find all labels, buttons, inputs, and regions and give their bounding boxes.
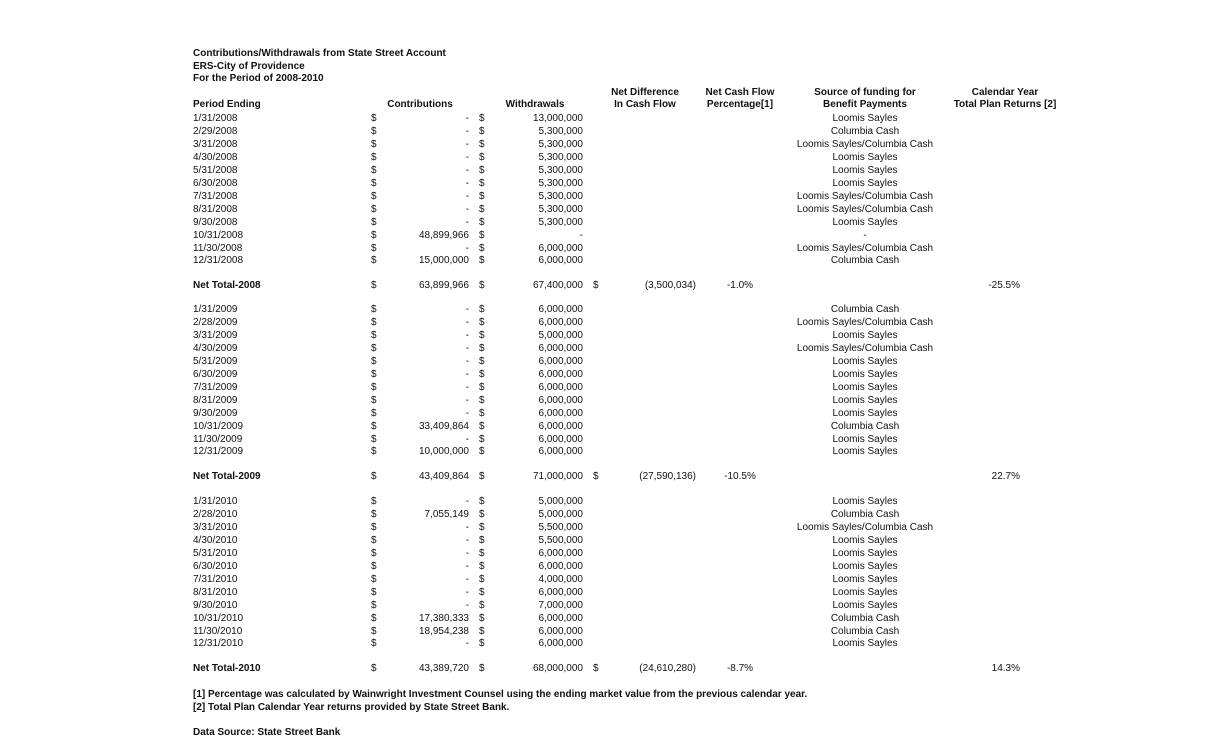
currency-symbol: $ [479,355,485,367]
header-pct-2: Percentage[1] [706,99,774,110]
funding-source: Loomis Sayles [832,573,898,585]
table-row [0,561,1215,574]
funding-source: Columbia Cash [830,304,900,315]
funding-source: - [863,229,867,241]
net-difference: (3,500,034) [644,280,696,291]
contribution-value: - [465,316,469,328]
total-withdrawals: 67,400,000 [532,280,583,291]
period-date: 7/31/2009 [193,381,238,393]
currency-symbol: $ [479,638,485,650]
contribution-value: - [465,521,469,533]
withdrawal-value: 6,000,000 [538,368,583,380]
period-date: 9/30/2008 [193,216,238,228]
table-row [0,587,1215,600]
contribution-value: - [465,342,469,354]
currency-symbol: $ [371,625,377,637]
withdrawal-value: 13,000,000 [532,113,583,124]
table-row [0,304,1215,317]
withdrawal-value: 6,000,000 [538,342,583,354]
table-row [0,191,1215,204]
currency-symbol: $ [479,508,485,520]
currency-symbol: $ [479,229,485,241]
currency-symbol: $ [371,446,377,458]
currency-symbol: $ [371,177,377,189]
table-row [0,165,1215,178]
withdrawal-value: 5,300,000 [538,177,583,189]
currency-symbol: $ [371,471,377,482]
total-contributions: 43,389,720 [418,663,469,674]
footnote-2: [2] Total Plan Calendar Year returns provided by State Street Bank. [193,702,510,713]
period-date: 10/31/2009 [193,420,244,432]
net-total-row [0,280,1215,293]
period-date: 9/30/2009 [193,407,238,419]
currency-symbol: $ [479,190,485,202]
contribution-value: 7,055,149 [424,508,469,520]
period-date: 3/31/2008 [193,138,238,150]
period-date: 1/31/2010 [193,496,238,507]
net-total-row [0,663,1215,676]
contribution-value: - [465,190,469,202]
funding-source: Loomis Sayles/Columbia Cash [796,342,934,354]
period-date: 12/31/2009 [193,446,244,458]
currency-symbol: $ [371,599,377,611]
funding-source: Loomis Sayles [832,164,898,176]
contribution-value: - [465,496,469,507]
withdrawal-value: 6,000,000 [538,586,583,598]
currency-symbol: $ [371,381,377,393]
total-plan-return: -25.5% [988,280,1020,291]
funding-source: Loomis Sayles [832,586,898,598]
currency-symbol: $ [479,433,485,445]
funding-source: Columbia Cash [830,125,900,137]
currency-symbol: $ [593,471,599,482]
currency-symbol: $ [479,573,485,585]
data-source: Data Source: State Street Bank [193,727,341,738]
net-cash-flow-percentage: -10.5% [724,471,756,482]
withdrawal-value: 7,000,000 [538,599,583,611]
total-plan-return: 14.3% [991,663,1020,674]
contribution-value: - [465,638,469,650]
currency-symbol: $ [479,560,485,572]
withdrawal-value: 6,000,000 [538,381,583,393]
funding-source: Loomis Sayles [832,599,898,611]
funding-source: Loomis Sayles/Columbia Cash [796,138,934,150]
period-date: 5/31/2008 [193,164,238,176]
currency-symbol: $ [371,433,377,445]
withdrawal-value: 6,000,000 [538,638,583,650]
currency-symbol: $ [371,216,377,228]
table-row [0,496,1215,509]
table-row [0,421,1215,434]
currency-symbol: $ [479,521,485,533]
net-cash-flow-percentage: -8.7% [726,663,754,674]
contribution-value: - [465,242,469,254]
contribution-value: - [465,329,469,341]
currency-symbol: $ [371,407,377,419]
currency-symbol: $ [371,368,377,380]
withdrawal-value: 5,000,000 [538,508,583,520]
net-total-label: Net Total-2008 [193,280,261,291]
funding-source: Loomis Sayles [832,446,898,458]
period-date: 11/30/2010 [193,625,243,637]
funding-source: Columbia Cash [830,612,900,624]
withdrawal-value: 4,000,000 [538,573,583,585]
withdrawal-value: 5,300,000 [538,203,583,215]
table-row [0,395,1215,408]
currency-symbol: $ [479,151,485,163]
period-date: 11/30/2008 [193,242,243,254]
funding-source: Columbia Cash [830,255,900,267]
table-row [0,255,1215,268]
currency-symbol: $ [479,625,485,637]
withdrawal-value: 6,000,000 [538,560,583,572]
currency-symbol: $ [371,394,377,406]
currency-symbol: $ [479,316,485,328]
withdrawal-value: 5,300,000 [538,138,583,150]
funding-source: Columbia Cash [830,508,900,520]
table-row [0,446,1215,459]
withdrawal-value: 6,000,000 [538,407,583,419]
withdrawal-value: 6,000,000 [538,394,583,406]
funding-source: Loomis Sayles [832,534,898,546]
contribution-value: - [465,151,469,163]
withdrawal-value: 6,000,000 [538,420,583,432]
currency-symbol: $ [371,164,377,176]
currency-symbol: $ [593,280,599,291]
table-row [0,535,1215,548]
currency-symbol: $ [479,255,485,267]
header-contributions: Contributions [387,99,453,110]
period-date: 6/30/2010 [193,560,238,572]
currency-symbol: $ [371,534,377,546]
table-row [0,613,1215,626]
period-date: 12/31/2008 [193,255,244,267]
currency-symbol: $ [371,125,377,137]
contribution-value: 48,899,966 [418,229,469,241]
period-date: 3/31/2010 [193,521,238,533]
withdrawal-value: 5,300,000 [538,125,583,137]
funding-source: Loomis Sayles [832,329,898,341]
currency-symbol: $ [371,203,377,215]
period-date: 4/30/2008 [193,151,238,163]
contribution-value: - [465,573,469,585]
table-row [0,522,1215,535]
funding-source: Loomis Sayles/Columbia Cash [796,203,934,215]
net-difference: (27,590,136) [639,471,696,482]
period-date: 6/30/2009 [193,368,238,380]
currency-symbol: $ [371,496,377,507]
currency-symbol: $ [479,612,485,624]
net-total-label: Net Total-2009 [193,471,261,482]
funding-source: Loomis Sayles [832,368,898,380]
table-row [0,434,1215,447]
table-row [0,343,1215,356]
funding-source: Loomis Sayles [832,394,898,406]
contribution-value: - [465,599,469,611]
contribution-value: 15,000,000 [418,255,469,267]
net-cash-flow-percentage: -1.0% [726,280,754,291]
withdrawal-value: 6,000,000 [538,304,583,315]
withdrawal-value: 5,300,000 [538,190,583,202]
currency-symbol: $ [371,151,377,163]
table-row [0,369,1215,382]
withdrawal-value: - [579,229,583,241]
table-row [0,139,1215,152]
period-date: 6/30/2008 [193,177,238,189]
currency-symbol: $ [593,663,599,674]
currency-symbol: $ [479,138,485,150]
total-plan-return: 22.7% [991,471,1020,482]
header-net-diff-2: In Cash Flow [614,99,676,110]
table-row [0,243,1215,256]
period-date: 10/31/2010 [193,612,244,624]
period-date: 12/31/2010 [193,638,244,650]
footnote-1: [1] Percentage was calculated by Wainwright Investment Counsel using the ending market value from the previous calendar year. [193,689,808,700]
withdrawal-value: 6,000,000 [538,612,583,624]
table-row [0,126,1215,139]
contribution-value: 10,000,000 [418,446,469,458]
contribution-value: - [465,381,469,393]
withdrawal-value: 5,500,000 [538,521,583,533]
currency-symbol: $ [479,342,485,354]
currency-symbol: $ [479,381,485,393]
contribution-value: - [465,394,469,406]
table-row [0,113,1215,126]
funding-source: Columbia Cash [830,625,900,637]
period-date: 8/31/2010 [193,586,238,598]
withdrawal-value: 6,000,000 [538,433,583,445]
currency-symbol: $ [371,329,377,341]
table-row [0,638,1215,651]
contribution-value: 18,954,238 [418,625,469,637]
period-date: 5/31/2010 [193,547,238,559]
net-total-label: Net Total-2010 [193,663,261,674]
withdrawal-value: 6,000,000 [538,446,583,458]
currency-symbol: $ [479,496,485,507]
funding-source: Loomis Sayles [832,638,898,650]
header-net-diff-1: Net Difference [611,87,679,98]
currency-symbol: $ [479,177,485,189]
period-date: 3/31/2009 [193,329,238,341]
contribution-value: - [465,177,469,189]
currency-symbol: $ [371,242,377,254]
currency-symbol: $ [479,113,485,124]
currency-symbol: $ [479,329,485,341]
table-row [0,230,1215,243]
funding-source: Loomis Sayles [832,496,898,507]
period-date: 9/30/2010 [193,599,238,611]
total-withdrawals: 68,000,000 [532,663,583,674]
period-date: 7/31/2008 [193,190,238,202]
header-returns-1: Calendar Year [971,87,1039,98]
withdrawal-value: 6,000,000 [538,625,583,637]
withdrawal-value: 6,000,000 [538,242,583,254]
currency-symbol: $ [479,407,485,419]
currency-symbol: $ [479,547,485,559]
table-row [0,178,1215,191]
currency-symbol: $ [371,560,377,572]
withdrawal-value: 5,300,000 [538,216,583,228]
header-source-1: Source of funding for [814,87,916,98]
funding-source: Loomis Sayles [832,355,898,367]
contribution-value: - [465,368,469,380]
currency-symbol: $ [479,368,485,380]
total-contributions: 63,899,966 [418,280,469,291]
currency-symbol: $ [479,164,485,176]
currency-symbol: $ [479,420,485,432]
table-row [0,626,1215,639]
period-date: 8/31/2009 [193,394,238,406]
table-row [0,574,1215,587]
currency-symbol: $ [479,304,485,315]
contribution-value: - [465,138,469,150]
table-row [0,548,1215,561]
header-source-2: Benefit Payments [823,99,907,110]
currency-symbol: $ [479,242,485,254]
contribution-value: 17,380,333 [418,612,469,624]
currency-symbol: $ [371,573,377,585]
currency-symbol: $ [479,203,485,215]
header-withdrawals: Withdrawals [505,99,565,110]
currency-symbol: $ [371,113,377,124]
net-difference: (24,610,280) [639,663,696,674]
currency-symbol: $ [371,255,377,267]
funding-source: Loomis Sayles [832,216,898,228]
funding-source: Loomis Sayles/Columbia Cash [796,190,934,202]
contribution-value: - [465,304,469,315]
table-row [0,317,1215,330]
title-line-1: Contributions/Withdrawals from State Street Account [193,48,446,59]
contribution-value: - [465,113,469,124]
period-date: 7/31/2010 [193,573,238,585]
currency-symbol: $ [371,190,377,202]
funding-source: Loomis Sayles [832,151,898,163]
funding-source: Loomis Sayles/Columbia Cash [796,242,934,254]
currency-symbol: $ [479,663,485,674]
period-date: 10/31/2008 [193,229,244,241]
table-row [0,356,1215,369]
period-date: 11/30/2009 [193,433,243,445]
table-row [0,217,1215,230]
withdrawal-value: 6,000,000 [538,547,583,559]
period-date: 2/28/2010 [193,508,238,520]
currency-symbol: $ [479,125,485,137]
title-line-2: ERS-City of Providence [193,61,305,72]
table-row [0,152,1215,165]
contribution-value: - [465,355,469,367]
total-contributions: 43,409,864 [418,471,469,482]
period-date: 4/30/2009 [193,342,238,354]
currency-symbol: $ [371,280,377,291]
funding-source: Columbia Cash [830,420,900,432]
contribution-value: - [465,586,469,598]
withdrawal-value: 6,000,000 [538,355,583,367]
currency-symbol: $ [371,547,377,559]
funding-source: Loomis Sayles [832,433,898,445]
period-date: 2/29/2008 [193,125,238,137]
period-date: 4/30/2010 [193,534,238,546]
contribution-value: - [465,125,469,137]
contribution-value: - [465,203,469,215]
period-date: 1/31/2008 [193,113,238,124]
table-row [0,382,1215,395]
currency-symbol: $ [479,534,485,546]
currency-symbol: $ [479,446,485,458]
funding-source: Loomis Sayles [832,381,898,393]
header-returns-2: Total Plan Returns [2] [953,99,1057,110]
currency-symbol: $ [479,280,485,291]
currency-symbol: $ [371,342,377,354]
table-row [0,330,1215,343]
table-row [0,509,1215,522]
contribution-value: - [465,547,469,559]
contribution-value: 33,409,864 [418,420,469,432]
period-date: 5/31/2009 [193,355,238,367]
withdrawal-value: 6,000,000 [538,316,583,328]
table-row [0,408,1215,421]
funding-source: Loomis Sayles/Columbia Cash [796,316,934,328]
total-withdrawals: 71,000,000 [532,471,583,482]
currency-symbol: $ [371,521,377,533]
currency-symbol: $ [479,471,485,482]
title-line-3: For the Period of 2008-2010 [193,73,324,84]
currency-symbol: $ [371,638,377,650]
currency-symbol: $ [479,216,485,228]
funding-source: Loomis Sayles [832,407,898,419]
funding-source: Loomis Sayles [832,113,898,124]
contribution-value: - [465,216,469,228]
contribution-value: - [465,534,469,546]
funding-source: Loomis Sayles [832,177,898,189]
currency-symbol: $ [371,663,377,674]
table-row [0,204,1215,217]
withdrawal-value: 5,000,000 [538,496,583,507]
currency-symbol: $ [479,586,485,598]
period-date: 8/31/2008 [193,203,238,215]
net-total-row [0,471,1215,484]
header-period: Period Ending [193,99,261,110]
withdrawal-value: 5,300,000 [538,151,583,163]
period-date: 1/31/2009 [193,304,238,315]
currency-symbol: $ [371,586,377,598]
currency-symbol: $ [371,138,377,150]
currency-symbol: $ [371,508,377,520]
currency-symbol: $ [479,394,485,406]
currency-symbol: $ [371,316,377,328]
withdrawal-value: 6,000,000 [538,255,583,267]
withdrawal-value: 5,000,000 [538,329,583,341]
funding-source: Loomis Sayles/Columbia Cash [796,521,934,533]
currency-symbol: $ [371,355,377,367]
currency-symbol: $ [371,304,377,315]
contribution-value: - [465,433,469,445]
funding-source: Loomis Sayles [832,547,898,559]
currency-symbol: $ [371,420,377,432]
currency-symbol: $ [479,599,485,611]
currency-symbol: $ [371,229,377,241]
contribution-value: - [465,164,469,176]
period-date: 2/28/2009 [193,316,238,328]
contribution-value: - [465,407,469,419]
contribution-value: - [465,560,469,572]
header-pct-1: Net Cash Flow [705,87,775,98]
withdrawal-value: 5,300,000 [538,164,583,176]
funding-source: Loomis Sayles [832,560,898,572]
table-row [0,600,1215,613]
withdrawal-value: 5,500,000 [538,534,583,546]
currency-symbol: $ [371,612,377,624]
